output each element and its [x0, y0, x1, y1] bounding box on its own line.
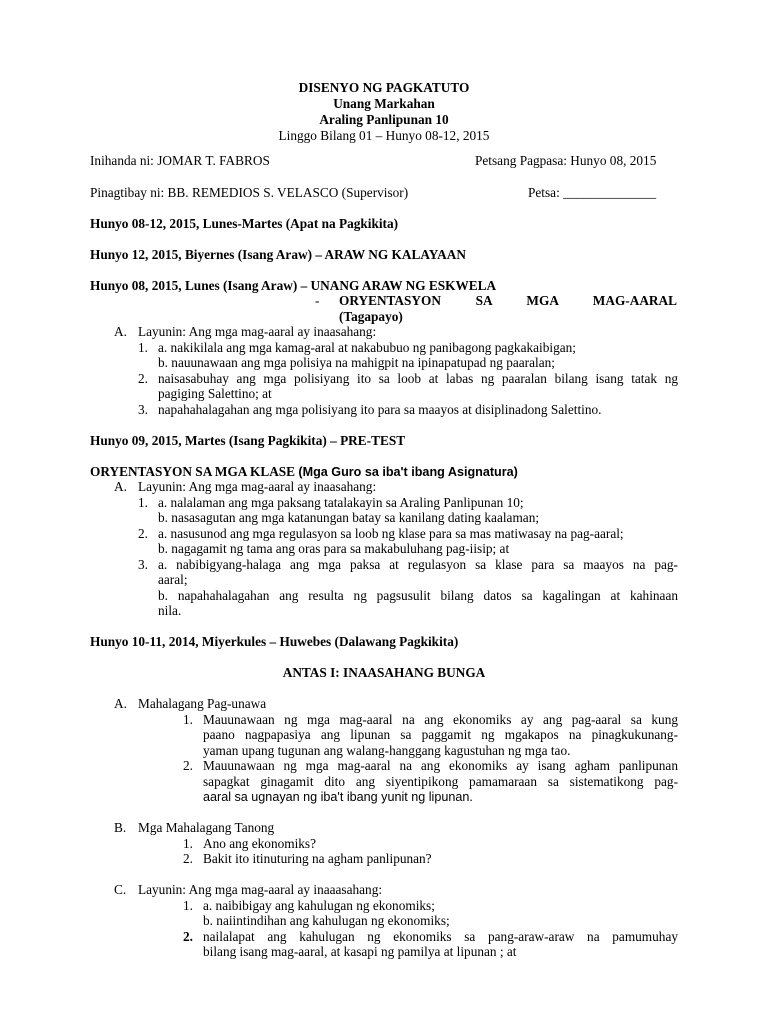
list-item: b. napahahalagahan ang resulta ng pagsusulit bilang datos sa kagalingan at kahinaan — [158, 588, 678, 603]
list-item: Layunin: Ang mga mag-aaral ay inaasahang: — [138, 324, 377, 339]
dash-bullet: - — [315, 293, 320, 308]
list-item: b. nagagamit ng tama ang oras para sa makabuluhang pag-iisip; at — [158, 541, 510, 556]
list-item: naisasabuhay ang mga polisiyang ito sa loob at labas ng paaralan bilang isang tatak ng — [158, 371, 678, 386]
list-marker: A. — [114, 324, 127, 339]
list-marker: 2. — [183, 851, 193, 866]
list-marker: 1. — [183, 836, 193, 851]
list-item: b. nasasagutan ang mga katanungan batay sa kanilang dating kaalaman; — [158, 510, 540, 525]
list-marker: 2. — [183, 758, 193, 773]
section-heading: Hunyo 08, 2015, Lunes (Isang Araw) – UNANG ARAW NG ESKWELA — [90, 278, 497, 293]
list-item: Ano ang ekonomiks? — [203, 836, 317, 851]
list-marker: 1. — [183, 898, 193, 913]
list-item: Mauunawaan ng mga mag-aaral na ang ekonomiks ay isang agham panlipunan — [203, 758, 678, 773]
orientation-heading: ORYENTASYON SA MGA MAG-AARAL — [339, 293, 677, 308]
list-marker: 3. — [138, 557, 148, 572]
subject-heading: Araling Panlipunan 10 — [319, 112, 449, 127]
section-heading-note: (Mga Guro sa iba't ibang Asignatura) — [298, 465, 518, 479]
list-marker: 1. — [138, 495, 148, 510]
list-item: a. nakikilala ang mga kamag-aral at nakabubuo ng panibagong pagkakaibigan; — [158, 340, 576, 355]
list-marker: 2. — [138, 526, 148, 541]
list-item: b. naiintindihan ang kahulugan ng ekonomiks; — [203, 913, 450, 928]
list-item: a. nasusunod ang mga regulasyon sa loob ng klase para sa mas matiwasay na pag-aaral; — [158, 526, 624, 541]
list-marker: B. — [114, 820, 127, 835]
list-marker: 1. — [138, 340, 148, 355]
list-marker: 2. — [138, 371, 148, 386]
list-item: Mahalagang Pag-unawa — [138, 696, 267, 711]
list-item: yaman upang tugunan ang walang-hanggang kagustuhan ng mga tao. — [203, 743, 571, 758]
list-item: paano nagpapasiya ang lipunan sa paggamit ng mgakapos na pinagkukunang- — [203, 727, 678, 742]
section-heading: Hunyo 12, 2015, Biyernes (Isang Araw) – ARAW NG KALAYAAN — [90, 247, 466, 262]
prepared-by: Inihanda ni: JOMAR T. FABROS — [90, 153, 270, 168]
list-item: Mga Mahalagang Tanong — [138, 820, 275, 835]
list-marker: C. — [114, 882, 127, 897]
document-title: DISENYO NG PAGKATUTO — [298, 80, 470, 95]
list-item: a. naibibigay ang kahulugan ng ekonomiks; — [203, 898, 435, 913]
approved-by: Pinagtibay ni: BB. REMEDIOS S. VELASCO (Supervisor) — [90, 185, 409, 200]
list-item: napahahalagahan ang mga polisiyang ito para sa maayos at disiplinadong Salettino. — [158, 402, 602, 417]
list-item: Bakit ito itinuturing na agham panlipunan? — [203, 851, 432, 866]
list-item: bilang isang mag-aaral, at kasapi ng pamilya at lipunan ; at — [203, 944, 517, 959]
list-item: a. nalalaman ang mga paksang tatalakayin sa Araling Panlipunan 10; — [158, 495, 524, 510]
antas-heading: ANTAS I: INAASAHANG BUNGA — [282, 665, 486, 680]
approval-date-field: Petsa: ______________ — [528, 185, 657, 200]
section-heading: Hunyo 08-12, 2015, Lunes-Martes (Apat na Pagkikita) — [90, 216, 399, 231]
list-item: nila. — [158, 603, 182, 618]
list-marker: 1. — [183, 712, 193, 727]
list-item: aaral; — [158, 572, 188, 587]
list-marker: 2. — [183, 929, 193, 944]
list-marker: 3. — [138, 402, 148, 417]
list-marker: A. — [114, 696, 127, 711]
list-item: pagiging Salettino; at — [158, 386, 272, 401]
section-heading: Hunyo 09, 2015, Martes (Isang Pagkikita) – PRE-TEST — [90, 433, 406, 448]
list-item: aaral sa ugnayan ng iba't ibang yunit ng lipunan. — [203, 790, 473, 804]
list-item: a. nabibigyang-halaga ang mga paksa at regulasyon sa klase para sa maayos na pag- — [158, 557, 678, 572]
section-heading-bold: ORYENTASYON SA MGA KLASE — [90, 464, 296, 479]
submit-date: Petsang Pagpasa: Hunyo 08, 2015 — [475, 153, 657, 168]
quarter-heading: Unang Markahan — [333, 96, 435, 111]
list-item: sapagkat ginagamit dito ang siyentipikong pamamaraan sa sistematikong pag- — [203, 774, 678, 789]
list-item: Layunin: Ang mga mag-aaral ay inaaasahang: — [138, 882, 383, 897]
list-item: Mauunawaan ng mga mag-aaral na ang ekonomiks ay ang pag-aaral sa kung — [203, 712, 678, 727]
orientation-subheading: (Tagapayo) — [339, 309, 403, 324]
list-marker: A. — [114, 479, 127, 494]
week-heading: Linggo Bilang 01 – Hunyo 08-12, 2015 — [278, 128, 490, 143]
list-item: b. nauunawaan ang mga polisiya na mahigpit na ipinapatupad ng paaralan; — [158, 355, 555, 370]
section-heading: Hunyo 10-11, 2014, Miyerkules – Huwebes (Dalawang Pagkikita) — [90, 634, 459, 649]
list-item: Layunin: Ang mga mag-aaral ay inaasahang: — [138, 479, 377, 494]
list-item: nailalapat ang kahulugan ng ekonomiks sa pang-araw-araw na pamumuhay — [203, 929, 678, 944]
